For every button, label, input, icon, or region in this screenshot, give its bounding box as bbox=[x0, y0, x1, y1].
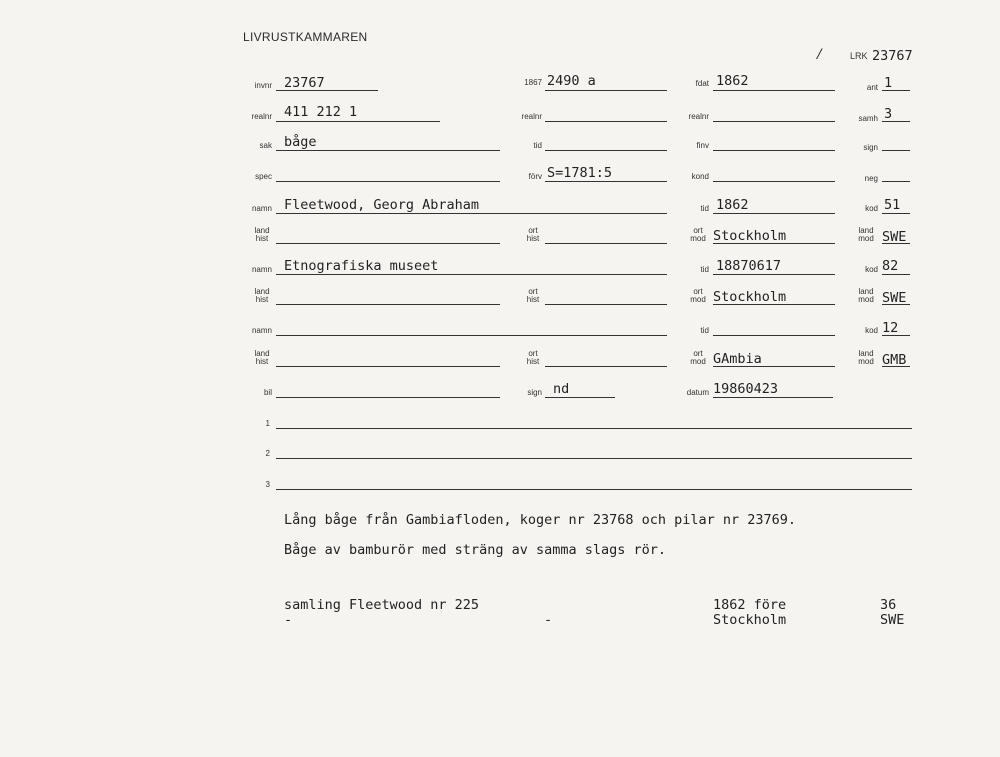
samh-value: 3 bbox=[884, 106, 893, 122]
sign-value: nd bbox=[553, 381, 570, 397]
realnr-line-2 bbox=[545, 121, 667, 122]
kod-label-1: kod bbox=[865, 204, 878, 213]
kod-label-3: kod bbox=[865, 326, 878, 335]
tid-label-3: tid bbox=[700, 326, 709, 335]
land-mod-label-1: land bbox=[858, 226, 874, 235]
samh-label: samh bbox=[858, 114, 878, 123]
forv-line bbox=[545, 181, 667, 182]
tid-line-3 bbox=[713, 335, 835, 336]
note-place: Stockholm bbox=[713, 612, 787, 628]
invnr-label: invnr bbox=[254, 81, 272, 90]
y1867-value: 2490 a bbox=[547, 73, 596, 89]
namn-value-2: Etnografiska museet bbox=[284, 258, 439, 274]
note-line-1: Lång båge från Gambiafloden, koger nr 23768 och pilar nr 23769. bbox=[284, 512, 797, 528]
realnr-label-2: realnr bbox=[521, 112, 542, 121]
tid-label-1: tid bbox=[700, 204, 709, 213]
mod-label-1: mod bbox=[690, 234, 706, 243]
ort-hist-line-3 bbox=[545, 366, 667, 367]
kond-label: kond bbox=[691, 172, 709, 181]
ort-mod-value-1: Stockholm bbox=[713, 228, 787, 244]
line-3-label: 3 bbox=[265, 480, 270, 489]
tid-value-2: 18870617 bbox=[716, 258, 782, 274]
note-dash-1: - bbox=[284, 612, 293, 628]
lrk-label: LRK bbox=[850, 51, 868, 61]
land-mod-mod-label-1: mod bbox=[858, 234, 874, 243]
ort-mod-value-3: GAmbia bbox=[713, 351, 762, 367]
invnr-value: 23767 bbox=[284, 75, 325, 91]
kond-line bbox=[713, 181, 835, 182]
note-number: 36 bbox=[880, 597, 897, 613]
note-collection: samling Fleetwood nr 225 bbox=[284, 597, 480, 613]
sign-line bbox=[545, 397, 615, 398]
land-label-3: land bbox=[254, 349, 270, 358]
namn-label-1: namn bbox=[251, 204, 272, 213]
hist-label-2: hist bbox=[255, 295, 269, 304]
tid-line-1 bbox=[713, 213, 835, 214]
ort-mod-label-3: ort bbox=[693, 349, 703, 358]
kod-value-1: 51 bbox=[884, 197, 901, 213]
neg-line bbox=[882, 181, 910, 182]
tid-label-2: tid bbox=[700, 265, 709, 274]
land-mod-label-3: land bbox=[858, 349, 874, 358]
note-line-2: Båge av bamburör med sträng av samma slags rör. bbox=[284, 542, 667, 558]
y1867-label: 1867 bbox=[524, 78, 542, 87]
datum-label: datum bbox=[686, 388, 709, 397]
line-1-label: 1 bbox=[265, 419, 270, 428]
forv-label: förv bbox=[528, 172, 542, 181]
note-dash-2: - bbox=[544, 612, 553, 628]
land-hist-line-2 bbox=[276, 304, 500, 305]
land-hist-line-3 bbox=[276, 366, 500, 367]
line-2 bbox=[276, 458, 912, 459]
hist-label-3: hist bbox=[255, 357, 269, 366]
namn-label-3: namn bbox=[251, 326, 272, 335]
ort-label-1: ort bbox=[528, 226, 538, 235]
finv-label: finv bbox=[696, 141, 709, 150]
fdat-value: 1862 bbox=[716, 73, 749, 89]
ort-hist-line-1 bbox=[545, 243, 667, 244]
datum-value: 19860423 bbox=[713, 381, 779, 397]
sak-value: båge bbox=[284, 134, 317, 150]
bil-line bbox=[276, 397, 500, 398]
sign-line-top bbox=[882, 150, 910, 151]
land-mod-label-2: land bbox=[858, 287, 874, 296]
bil-label: bil bbox=[263, 388, 272, 397]
spec-label: spec bbox=[255, 172, 272, 181]
ort-label-3: ort bbox=[528, 349, 538, 358]
handwritten-mark: / bbox=[817, 46, 822, 63]
land-mod-value-2: SWE bbox=[882, 290, 907, 306]
ort-mod-value-2: Stockholm bbox=[713, 289, 787, 305]
realnr-line-3 bbox=[713, 121, 835, 122]
spec-line bbox=[276, 181, 500, 182]
line-1 bbox=[276, 428, 912, 429]
namn-line-1 bbox=[276, 213, 667, 214]
kod-label-2: kod bbox=[865, 265, 878, 274]
forv-value: S=1781:5 bbox=[547, 165, 613, 181]
ort-label-2: ort bbox=[528, 287, 538, 296]
sign-label: sign bbox=[527, 388, 542, 397]
fdat-label: fdat bbox=[695, 79, 709, 88]
ort-mod-label-2: ort bbox=[693, 287, 703, 296]
institution-name: LIVRUSTKAMMAREN bbox=[243, 30, 368, 44]
tid-line-top bbox=[545, 150, 667, 151]
namn-line-3 bbox=[276, 335, 667, 336]
neg-label: neg bbox=[864, 174, 878, 183]
ort-hist-label-3: hist bbox=[526, 357, 540, 366]
finv-line bbox=[713, 150, 835, 151]
ort-hist-line-2 bbox=[545, 304, 667, 305]
tid-value-1: 1862 bbox=[716, 197, 749, 213]
sak-line bbox=[276, 150, 500, 151]
note-year: 1862 före bbox=[713, 597, 787, 613]
land-label-1: land bbox=[254, 226, 270, 235]
sak-label: sak bbox=[259, 141, 272, 150]
ant-value: 1 bbox=[884, 75, 893, 91]
sign-label-top: sign bbox=[863, 143, 878, 152]
land-mod-value-3: GMB bbox=[882, 352, 907, 368]
ort-hist-label-2: hist bbox=[526, 295, 540, 304]
lrk-value: 23767 bbox=[872, 48, 913, 64]
land-mod-mod-label-2: mod bbox=[858, 295, 874, 304]
land-mod-value-1: SWE bbox=[882, 229, 907, 245]
tid-label-top: tid bbox=[533, 141, 542, 150]
namn-line-2 bbox=[276, 274, 667, 275]
datum-line bbox=[713, 397, 833, 398]
land-label-2: land bbox=[254, 287, 270, 296]
kod-value-2: 82 bbox=[882, 258, 899, 274]
realnr-value-1: 411 212 1 bbox=[284, 104, 358, 120]
kod-line-2 bbox=[882, 274, 910, 275]
ant-label: ant bbox=[866, 83, 878, 92]
namn-label-2: namn bbox=[251, 265, 272, 274]
note-country: SWE bbox=[880, 612, 905, 628]
realnr-label-3: realnr bbox=[688, 112, 709, 121]
mod-label-2: mod bbox=[690, 295, 706, 304]
kod-value-3: 12 bbox=[882, 320, 899, 336]
kod-line-1 bbox=[882, 213, 910, 214]
hist-label-1: hist bbox=[255, 234, 269, 243]
line-2-label: 2 bbox=[265, 449, 270, 458]
y1867-line bbox=[545, 90, 667, 91]
land-hist-line-1 bbox=[276, 243, 500, 244]
namn-value-1: Fleetwood, Georg Abraham bbox=[284, 197, 480, 213]
tid-line-2 bbox=[713, 274, 835, 275]
fdat-line bbox=[713, 90, 835, 91]
ort-mod-label-1: ort bbox=[693, 226, 703, 235]
realnr-label-1: realnr bbox=[251, 112, 272, 121]
ort-hist-label-1: hist bbox=[526, 234, 540, 243]
mod-label-3: mod bbox=[690, 357, 706, 366]
land-mod-mod-label-3: mod bbox=[858, 357, 874, 366]
line-3 bbox=[276, 489, 912, 490]
realnr-line-1 bbox=[276, 121, 440, 122]
